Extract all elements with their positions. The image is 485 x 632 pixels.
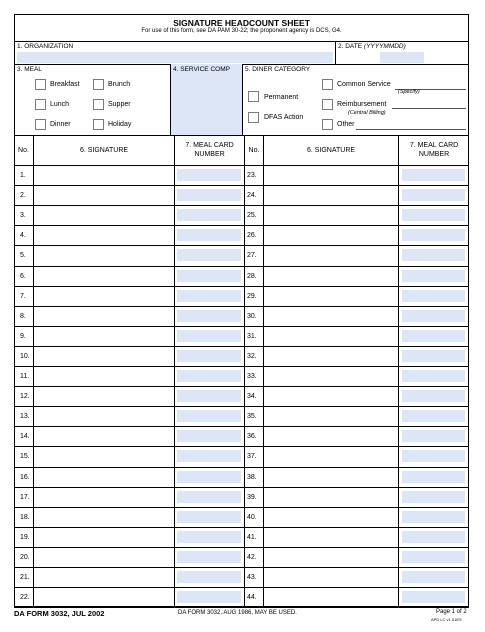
meal-card-field-left[interactable] xyxy=(177,471,241,483)
row-number-left: 19. xyxy=(20,534,30,541)
meal-card-header-left-2: NUMBER xyxy=(194,151,225,158)
meal-card-field-right[interactable] xyxy=(402,551,465,563)
meal-card-field-left[interactable] xyxy=(177,591,241,603)
form-id: DA FORM 3032, JUL 2002 xyxy=(14,609,105,618)
row-number-right: 36. xyxy=(247,433,257,440)
signature-header-left: 6. SIGNATURE xyxy=(79,147,129,154)
meal-card-field-left[interactable] xyxy=(177,169,241,181)
signature-field-right[interactable] xyxy=(264,327,398,346)
row-number-left: 1. xyxy=(20,172,26,179)
signature-field-right[interactable] xyxy=(264,287,398,306)
dinner-checkbox[interactable] xyxy=(35,119,46,130)
other-underline xyxy=(356,129,466,130)
signature-field-right[interactable] xyxy=(264,307,398,326)
divider xyxy=(335,41,336,64)
row-number-right: 29. xyxy=(247,293,257,300)
meal-card-field-left[interactable] xyxy=(177,390,241,402)
row-number-right: 26. xyxy=(247,232,257,239)
dfas-action-checkbox[interactable] xyxy=(248,112,259,123)
common-service-option-label: Common Service xyxy=(337,81,391,88)
signature-field-right[interactable] xyxy=(264,347,398,366)
row-number-left: 6. xyxy=(20,273,26,280)
breakfast-checkbox[interactable] xyxy=(35,79,46,90)
meal-card-header-right-1: 7. MEAL CARD xyxy=(409,142,459,149)
meal-card-field-right[interactable] xyxy=(402,350,465,362)
meal-card-field-right[interactable] xyxy=(402,531,465,543)
signature-field-left[interactable] xyxy=(34,246,174,265)
signature-field-left[interactable] xyxy=(34,287,174,306)
meal-card-field-left[interactable] xyxy=(177,310,241,322)
meal-card-field-left[interactable] xyxy=(177,430,241,442)
meal-card-field-left[interactable] xyxy=(177,551,241,563)
row-number-right: 33. xyxy=(247,373,257,380)
signature-field-left[interactable] xyxy=(34,327,174,346)
meal-card-field-left[interactable] xyxy=(177,189,241,201)
signature-field-right[interactable] xyxy=(264,387,398,406)
meal-card-field-left[interactable] xyxy=(177,229,241,241)
divider xyxy=(242,64,243,135)
row-number-right: 34. xyxy=(247,393,257,400)
row-number-right: 28. xyxy=(247,273,257,280)
row-number-right: 39. xyxy=(247,494,257,501)
signature-field-left[interactable] xyxy=(34,407,174,426)
meal-card-field-left[interactable] xyxy=(177,209,241,221)
signature-field-left[interactable] xyxy=(34,528,174,547)
form-title: SIGNATURE HEADCOUNT SHEET xyxy=(173,18,310,28)
signature-field-left[interactable] xyxy=(34,387,174,406)
signature-header-right: 6. SIGNATURE xyxy=(306,147,356,154)
signature-field-right[interactable] xyxy=(264,206,398,225)
signature-field-left[interactable] xyxy=(34,206,174,225)
row-number-left: 17. xyxy=(20,494,30,501)
meal-card-field-right[interactable] xyxy=(402,591,465,603)
brunch-option-label: Brunch xyxy=(108,81,131,88)
reimbursement-option-label: Reimbursement xyxy=(337,101,387,108)
signature-field-left[interactable] xyxy=(34,367,174,386)
holiday-option-label: Holiday xyxy=(108,121,132,128)
organization-label: 1. ORGANIZATION xyxy=(17,43,74,50)
meal-card-field-right[interactable] xyxy=(402,270,465,282)
meal-card-field-left[interactable] xyxy=(177,350,241,362)
meal-card-field-right[interactable] xyxy=(402,450,465,462)
signature-field-left[interactable] xyxy=(34,267,174,286)
meal-card-field-right[interactable] xyxy=(402,330,465,342)
date-label-prefix: 2. DATE xyxy=(338,43,363,50)
signature-field-right[interactable] xyxy=(264,246,398,265)
meal-card-field-right[interactable] xyxy=(402,511,465,523)
reimbursement-underline xyxy=(392,108,466,109)
meal-card-field-right[interactable] xyxy=(402,571,465,583)
signature-field-right[interactable] xyxy=(264,186,398,205)
row-number-right: 44. xyxy=(247,594,257,601)
meal-card-field-right[interactable] xyxy=(402,189,465,201)
meal-card-field-right[interactable] xyxy=(402,390,465,402)
row-number-left: 10. xyxy=(20,353,30,360)
signature-field-left[interactable] xyxy=(34,226,174,245)
row-number-right: 24. xyxy=(247,192,257,199)
service-comp-label: 4. SERVICE COMP xyxy=(173,66,230,73)
signature-field-left[interactable] xyxy=(34,186,174,205)
signature-field-right[interactable] xyxy=(264,548,398,567)
meal-card-field-left[interactable] xyxy=(177,450,241,462)
organization-field[interactable] xyxy=(17,52,333,63)
lunch-option-label: Lunch xyxy=(50,101,70,108)
meal-card-header-left-1: 7. MEAL CARD xyxy=(185,142,234,149)
row-number-right: 31. xyxy=(247,333,257,340)
meal-card-field-left[interactable] xyxy=(177,249,241,261)
row-number-left: 21. xyxy=(20,574,30,581)
signature-field-left[interactable] xyxy=(34,347,174,366)
row-number-right: 25. xyxy=(247,212,257,219)
meal-card-field-right[interactable] xyxy=(402,491,465,503)
brunch-checkbox[interactable] xyxy=(93,79,104,90)
meal-card-field-left[interactable] xyxy=(177,290,241,302)
meal-card-field-left[interactable] xyxy=(177,491,241,503)
row-number-right: 32. xyxy=(247,353,257,360)
row-number-left: 7. xyxy=(20,293,26,300)
date-label xyxy=(338,43,406,51)
row-number-right: 41. xyxy=(247,534,257,541)
signature-field-right[interactable] xyxy=(264,427,398,446)
meal-card-field-left[interactable] xyxy=(177,370,241,382)
signature-field-right[interactable] xyxy=(264,528,398,547)
signature-field-left[interactable] xyxy=(34,588,174,607)
form-subtitle: For use of this form, see DA PAM 30-22; the proponent agency is DCS, G4. xyxy=(141,28,342,34)
other-checkbox[interactable] xyxy=(322,119,333,130)
signature-field-left[interactable] xyxy=(34,166,174,185)
row-number-left: 12. xyxy=(20,393,30,400)
meal-card-header-right-2: NUMBER xyxy=(418,151,450,158)
common-service-checkbox[interactable] xyxy=(322,79,333,90)
dfas-action-option-label: DFAS Action xyxy=(264,114,304,121)
lunch-checkbox[interactable] xyxy=(35,99,46,110)
meal-card-field-right[interactable] xyxy=(402,410,465,422)
row-number-right: 43. xyxy=(247,574,257,581)
row-number-left: 4. xyxy=(20,232,26,239)
signature-field-right[interactable] xyxy=(264,588,398,607)
meal-card-field-left[interactable] xyxy=(177,511,241,523)
row-number-right: 42. xyxy=(247,554,257,561)
service-comp-field[interactable] xyxy=(171,64,242,135)
row-number-left: 15. xyxy=(20,453,30,460)
signature-field-left[interactable] xyxy=(34,508,174,527)
signature-field-right[interactable] xyxy=(264,508,398,527)
central-billing-hint: (Central Billing) xyxy=(348,110,386,116)
divider xyxy=(14,41,469,42)
supersedes-note: DA FORM 3032, AUG 1986, MAY BE USED. xyxy=(178,610,297,616)
meal-card-field-right[interactable] xyxy=(402,430,465,442)
row-number-right: 35. xyxy=(247,413,257,420)
meal-card-field-right[interactable] xyxy=(402,310,465,322)
row-number-left: 22. xyxy=(20,594,30,601)
row-number-right: 40. xyxy=(247,514,257,521)
meal-card-field-right[interactable] xyxy=(402,169,465,181)
permanent-option-label: Permanent xyxy=(264,94,299,101)
signature-field-left[interactable] xyxy=(34,468,174,487)
signature-field-right[interactable] xyxy=(264,468,398,487)
signature-field-right[interactable] xyxy=(264,447,398,466)
meal-card-field-right[interactable] xyxy=(402,229,465,241)
meal-card-field-left[interactable] xyxy=(177,410,241,422)
meal-card-field-left[interactable] xyxy=(177,571,241,583)
meal-card-field-left[interactable] xyxy=(177,270,241,282)
meal-card-field-right[interactable] xyxy=(402,290,465,302)
meal-card-field-right[interactable] xyxy=(402,370,465,382)
row-number-left: 8. xyxy=(20,313,26,320)
page-number: Page 1 of 2 xyxy=(436,609,467,615)
signature-field-left[interactable] xyxy=(34,488,174,507)
row-number-left: 13. xyxy=(20,413,30,420)
row-number-left: 18. xyxy=(20,514,30,521)
row-number-left: 2. xyxy=(20,192,26,199)
signature-field-right[interactable] xyxy=(264,267,398,286)
supper-checkbox[interactable] xyxy=(93,99,104,110)
signature-field-right[interactable] xyxy=(264,407,398,426)
specify-hint: (Specify) xyxy=(398,89,420,95)
supper-option-label: Supper xyxy=(108,101,131,108)
signature-field-left[interactable] xyxy=(34,447,174,466)
signature-field-left[interactable] xyxy=(34,307,174,326)
no-header-left: No. xyxy=(18,147,29,154)
row-number-right: 27. xyxy=(247,252,257,259)
row-number-left: 16. xyxy=(20,474,30,481)
row-number-right: 23. xyxy=(247,172,257,179)
reimbursement-checkbox[interactable] xyxy=(322,99,333,110)
permanent-checkbox[interactable] xyxy=(248,91,259,102)
row-number-left: 3. xyxy=(20,212,26,219)
meal-card-field-left[interactable] xyxy=(177,330,241,342)
signature-field-right[interactable] xyxy=(264,488,398,507)
signature-field-right[interactable] xyxy=(264,568,398,587)
row-number-right: 38. xyxy=(247,474,257,481)
date-field[interactable] xyxy=(380,52,424,63)
meal-label: 3. MEAL xyxy=(17,66,42,73)
row-number-left: 5. xyxy=(20,252,26,259)
row-number-right: 37. xyxy=(247,453,257,460)
no-header-right: No. xyxy=(248,147,260,154)
holiday-checkbox[interactable] xyxy=(93,119,104,130)
meal-card-field-right[interactable] xyxy=(402,471,465,483)
row-divider xyxy=(14,607,469,608)
row-number-left: 20. xyxy=(20,554,30,561)
row-number-left: 14. xyxy=(20,433,30,440)
signature-field-right[interactable] xyxy=(264,166,398,185)
signature-field-left[interactable] xyxy=(34,568,174,587)
date-label-format: (YYYYMMDD) xyxy=(363,43,406,50)
signature-field-left[interactable] xyxy=(34,427,174,446)
row-number-left: 9. xyxy=(20,333,26,340)
meal-card-field-left[interactable] xyxy=(177,531,241,543)
row-number-right: 30. xyxy=(247,313,257,320)
meal-card-field-right[interactable] xyxy=(402,249,465,261)
signature-field-right[interactable] xyxy=(264,226,398,245)
signature-field-right[interactable] xyxy=(264,367,398,386)
breakfast-option-label: Breakfast xyxy=(50,81,80,88)
signature-field-left[interactable] xyxy=(34,548,174,567)
other-option-label: Other xyxy=(337,121,355,128)
divider xyxy=(14,135,469,136)
dinner-option-label: Dinner xyxy=(50,121,71,128)
row-number-left: 11. xyxy=(20,373,30,380)
diner-category-label: 5. DINER CATEGORY xyxy=(245,66,311,73)
form-version: APD LC v1.01ES xyxy=(431,617,462,622)
meal-card-field-right[interactable] xyxy=(402,209,465,221)
